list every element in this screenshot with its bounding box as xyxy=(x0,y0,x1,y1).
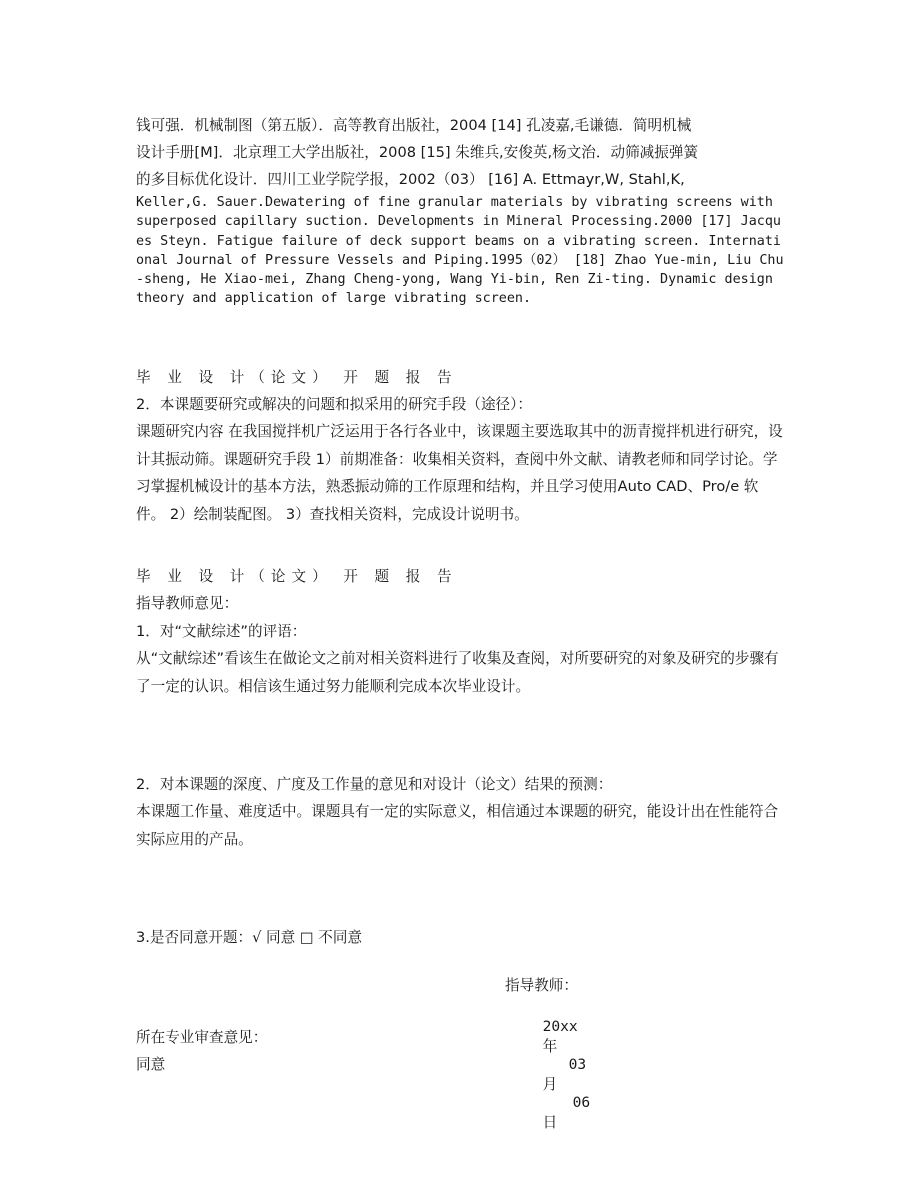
item1-body: 从“文献综述”看该生在做论文之前对相关资料进行了收集及查阅，对所要研究的对象及研究的步骤有了一定的认识。相信该生通过努力能顺利完成本次毕业设计。 xyxy=(136,650,779,695)
research-body: 课题研究内容 在我国搅拌机广泛运用于各行各业中，该课题主要选取其中的沥青搅拌机进行研究，设计其振动筛。课题研究手段 1）前期准备：收集相关资料，查阅中外文献、请教老师和同学讨论。学习掌握机械设计的基本方法，熟悉振动筛的工作原理和结构，并且学习使用Auto CAD、Pro/e 软件。 2）绘制装配图。 3）查找相关资料，完成设计说明书。 xyxy=(136,423,783,523)
item2-body: 本课题工作量、难度适中。课题具有一定的实际意义，相信通过本课题的研究，能设计出在性能符合实际应用的产品。 xyxy=(136,803,779,848)
advisor-signature-label: 指导教师： xyxy=(505,977,578,994)
date-day-unit: 日 xyxy=(542,1114,558,1131)
advisor-opinion-label: 指导教师意见： xyxy=(136,595,239,612)
reference-line: 设计手册[M]．北京理工大学出版社，2008 [15] 朱维兵,安俊英,杨文治．动筛减振弹簧 xyxy=(136,144,699,161)
question-title: 2．本课题要研究或解决的问题和拟采用的研究手段（途径）： xyxy=(136,396,533,413)
item2-title: 2．对本课题的深度、广度及工作量的意见和对设计（论文）结果的预测： xyxy=(136,776,613,793)
reference-line: 的多目标优化设计．四川工业学院学报，2002（03） [16] A. Ettmayr,W, Stahl,K, xyxy=(136,171,685,188)
date-month: 03 xyxy=(568,1056,587,1073)
reference-line: 钱可强．机械制图（第五版）．高等教育出版社，2004 [14] 孔凌嘉,毛谦德．简明机械 xyxy=(136,117,692,134)
item1-title: 1．对“文献综述”的评语： xyxy=(136,623,307,640)
date-year: 20xx xyxy=(542,1018,578,1035)
section-heading: 毕 业 设 计（论文） 开 题 报 告 xyxy=(136,568,458,585)
date-month-unit: 月 xyxy=(542,1076,558,1093)
reference-text: Keller,G. Sauer.Dewatering of fine granular materials by vibrating screens with superposed capillary suction. Developments in Mineral Processing.2000 [17] Jacques Steyn. Fatigue failure of deck support beams on a vibrating screen. International Journal of Pressure Vessels and Piping.1995（02） [18] Zhao Yue-min, Liu Chu-sheng, He Xiao-mei, Zhang Cheng-yong, Wang Yi-bin, Ren Zi-ting. Dynamic design theory and application of large vibrating screen. xyxy=(136,195,784,307)
dept-opinion-label: 所在专业审查意见： xyxy=(136,1029,268,1046)
date-year-unit: 年 xyxy=(542,1038,558,1055)
dept-opinion: 同意 xyxy=(136,1056,166,1073)
date-day: 06 xyxy=(572,1094,591,1111)
consent-line: 3.是否同意开题：√ 同意 □ 不同意 xyxy=(136,929,363,946)
reference-list xyxy=(136,112,786,309)
section-heading: 毕 业 设 计（论文） 开 题 报 告 xyxy=(136,369,458,386)
